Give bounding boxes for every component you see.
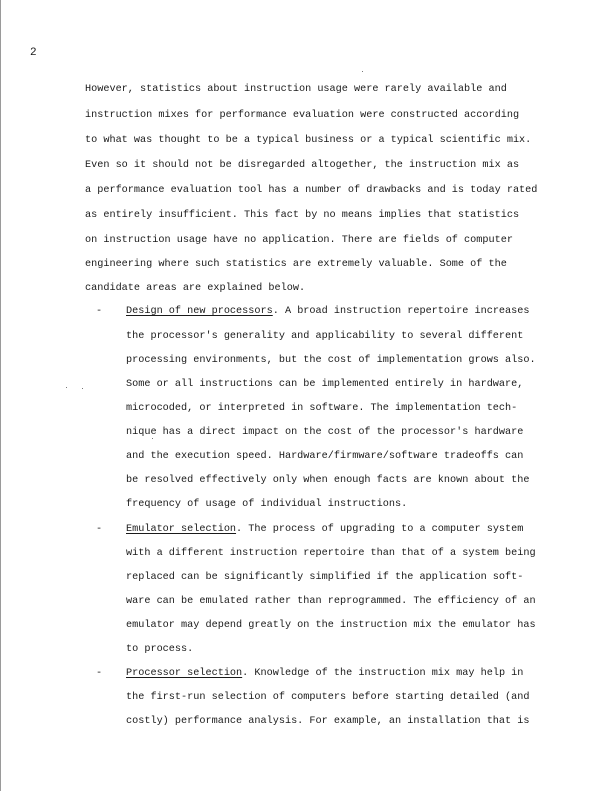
list-item-line: ware can be emulated rather than reprogrammed. The efficiency of an <box>126 596 536 607</box>
list-item-line: microcoded, or interpreted in software. The implementation tech- <box>126 403 518 414</box>
list-item-line: replaced can be significantly simplified if the application soft- <box>126 572 524 583</box>
list-item-line: Some or all instructions can be implemented entirely in hardware, <box>126 379 524 390</box>
list-item-text: . Knowledge of the instruction mix may help in <box>242 668 524 679</box>
paragraph-line: engineering where such statistics are extremely valuable. Some of the <box>85 259 507 270</box>
scan-speck <box>66 387 67 388</box>
list-item-line: to process. <box>126 644 194 655</box>
list-item-line: with a different instruction repertoire than that of a system being <box>126 548 536 559</box>
paragraph-line: on instruction usage have no application. There are fields of computer <box>85 235 513 246</box>
list-item-line: frequency of usage of individual instructions. <box>126 499 408 510</box>
list-item-first-line <box>126 524 523 535</box>
list-item-first-line <box>126 306 530 317</box>
list-bullet: - <box>96 524 103 535</box>
scan-speck <box>82 388 83 389</box>
list-item-line: nique has a direct impact on the cost of the processor's hardware <box>126 427 524 438</box>
list-item-line: emulator may depend greatly on the instruction mix the emulator has <box>126 620 536 631</box>
list-item-text: . The process of upgrading to a computer system <box>236 524 524 535</box>
paragraph-line: to what was thought to be a typical business or a typical scientific mix. <box>85 135 532 146</box>
paragraph-line: candidate areas are explained below. <box>85 283 306 294</box>
page-left-edge <box>0 0 1 791</box>
list-item-heading: Processor selection <box>126 668 243 679</box>
list-item-line: costly) performance analysis. For example, an installation that is <box>126 716 530 727</box>
list-item-line: and the execution speed. Hardware/firmware/software tradeoffs can <box>126 451 524 462</box>
list-item-heading: Emulator selection <box>126 524 237 535</box>
list-item-first-line <box>126 668 523 679</box>
scan-speck <box>362 71 363 72</box>
paragraph-line: Even so it should not be disregarded altogether, the instruction mix as <box>85 160 520 171</box>
list-item-heading: Design of new processors <box>126 306 273 317</box>
list-item-line: the first-run selection of computers before starting detailed (and <box>126 692 530 703</box>
list-item-line: be resolved effectively only when enough facts are known about the <box>126 475 530 486</box>
paragraph-line: instruction mixes for performance evaluation were constructed according <box>85 110 520 121</box>
paragraph-line: as entirely insufficient. This fact by no means implies that statistics <box>85 210 520 221</box>
list-item-line: processing environments, but the cost of implementation grows also. <box>126 355 536 366</box>
list-item-text: . A broad instruction repertoire increases <box>272 306 530 317</box>
list-item-line: the processor's generality and applicability to several different <box>126 331 524 342</box>
list-bullet: - <box>96 668 103 679</box>
page-number: 2 <box>30 47 37 59</box>
list-bullet: - <box>96 306 103 317</box>
paragraph-line: a performance evaluation tool has a number of drawbacks and is today rated <box>85 185 538 196</box>
scan-speck <box>152 438 153 439</box>
paragraph-line: However, statistics about instruction usage were rarely available and <box>85 84 507 95</box>
